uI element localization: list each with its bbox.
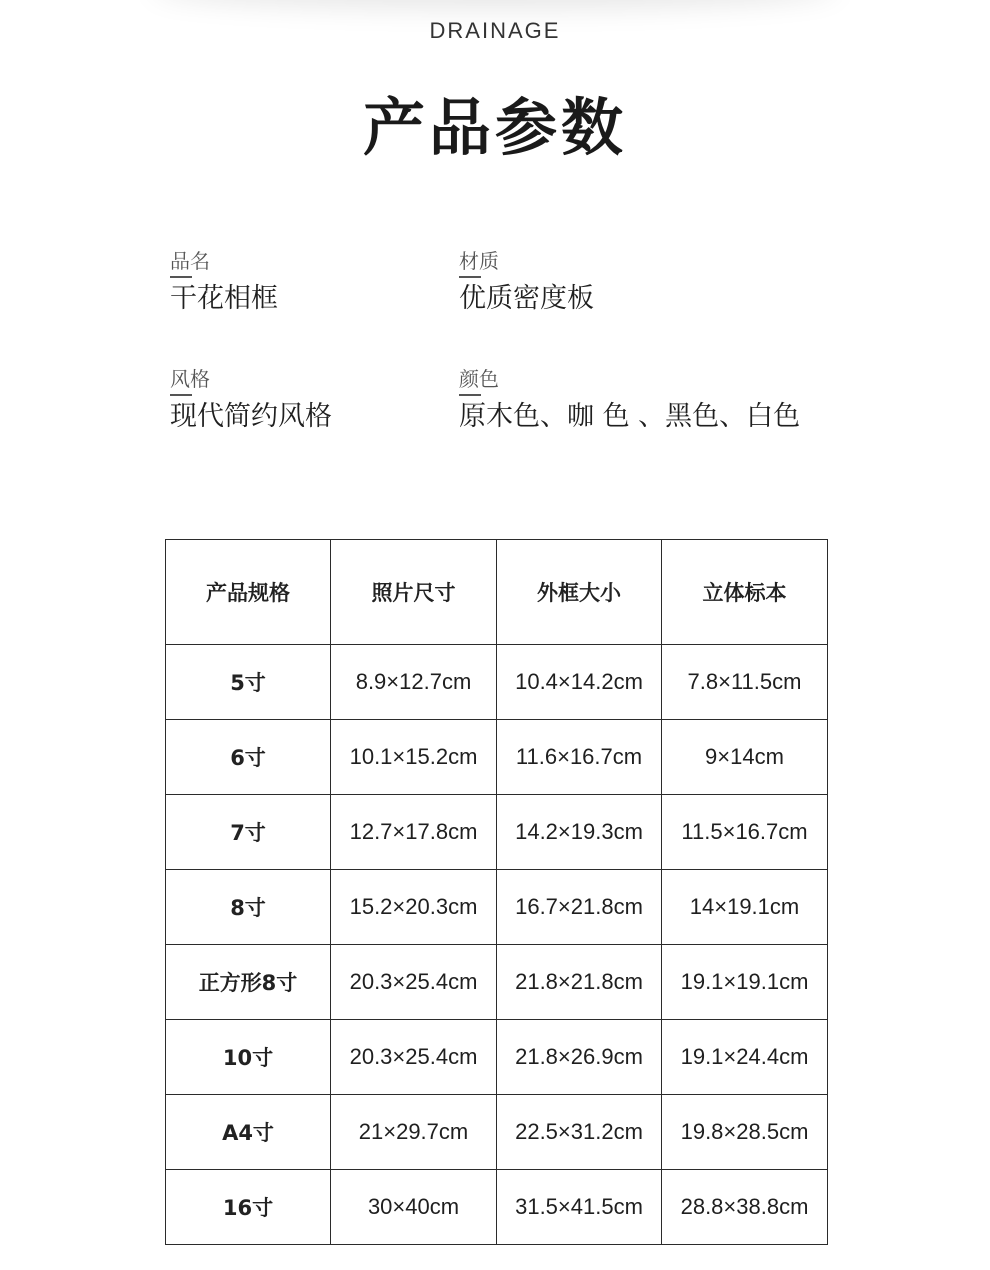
cell-specimen-size: 19.1×19.1cm [662, 945, 828, 1020]
cell-specimen-size: 28.8×38.8cm [662, 1170, 828, 1245]
cell-photo-size: 8.9×12.7cm [331, 645, 497, 720]
spec-style [170, 366, 332, 434]
spec-material [459, 248, 594, 316]
cell-spec: 16寸 [166, 1170, 331, 1245]
size-spec-table [165, 539, 828, 1245]
spec-divider [459, 394, 481, 396]
table-row [166, 795, 828, 870]
table-header-row [166, 540, 828, 645]
spec-divider [170, 394, 192, 396]
table-row [166, 945, 828, 1020]
cell-frame-size: 14.2×19.3cm [497, 795, 662, 870]
header-photo-size: 照片尺寸 [331, 540, 497, 645]
cell-spec: 5寸 [166, 645, 331, 720]
cell-specimen-size: 14×19.1cm [662, 870, 828, 945]
cell-frame-size: 11.6×16.7cm [497, 720, 662, 795]
header-spec: 产品规格 [166, 540, 331, 645]
table-row [166, 870, 828, 945]
spec-value: 优质密度板 [459, 283, 594, 314]
cell-photo-size: 15.2×20.3cm [331, 870, 497, 945]
cell-photo-size: 21×29.7cm [331, 1095, 497, 1170]
page-title: 产品参数 [362, 91, 627, 164]
cell-frame-size: 21.8×21.8cm [497, 945, 662, 1020]
cell-photo-size: 12.7×17.8cm [331, 795, 497, 870]
table-row [166, 645, 828, 720]
cell-spec: A4寸 [166, 1095, 331, 1170]
cell-frame-size: 21.8×26.9cm [497, 1020, 662, 1095]
table-row [166, 1170, 828, 1245]
cell-photo-size: 20.3×25.4cm [331, 1020, 497, 1095]
cell-specimen-size: 11.5×16.7cm [662, 795, 828, 870]
brand-name: DRAINAGE [429, 18, 561, 43]
header-frame-size: 外框大小 [497, 540, 662, 645]
cell-specimen-size: 7.8×11.5cm [662, 645, 828, 720]
spec-product-name [170, 248, 278, 316]
cell-specimen-size: 19.1×24.4cm [662, 1020, 828, 1095]
table-row [166, 1020, 828, 1095]
cell-frame-size: 22.5×31.2cm [497, 1095, 662, 1170]
cell-frame-size: 16.7×21.8cm [497, 870, 662, 945]
cell-specimen-size: 9×14cm [662, 720, 828, 795]
cell-photo-size: 10.1×15.2cm [331, 720, 497, 795]
cell-spec: 8寸 [166, 870, 331, 945]
cell-photo-size: 30×40cm [331, 1170, 497, 1245]
spec-divider [459, 276, 481, 278]
cell-spec: 7寸 [166, 795, 331, 870]
spec-label: 品名 [170, 249, 210, 273]
spec-label: 材质 [459, 249, 499, 273]
spec-color [459, 366, 800, 434]
cell-spec: 正方形8寸 [166, 945, 331, 1020]
table-row [166, 720, 828, 795]
spec-label: 风格 [170, 367, 210, 391]
header-specimen-size: 立体标本 [662, 540, 828, 645]
cell-frame-size: 31.5×41.5cm [497, 1170, 662, 1245]
cell-spec: 6寸 [166, 720, 331, 795]
cell-specimen-size: 19.8×28.5cm [662, 1095, 828, 1170]
spec-value: 原木色、咖 色 、黑色、白色 [459, 401, 801, 432]
cell-spec: 10寸 [166, 1020, 331, 1095]
spec-value: 现代简约风格 [170, 401, 332, 432]
table-row [166, 1095, 828, 1170]
cell-photo-size: 20.3×25.4cm [331, 945, 497, 1020]
spec-divider [170, 276, 192, 278]
cell-frame-size: 10.4×14.2cm [497, 645, 662, 720]
spec-label: 颜色 [459, 367, 499, 391]
spec-value: 干花相框 [170, 283, 278, 314]
